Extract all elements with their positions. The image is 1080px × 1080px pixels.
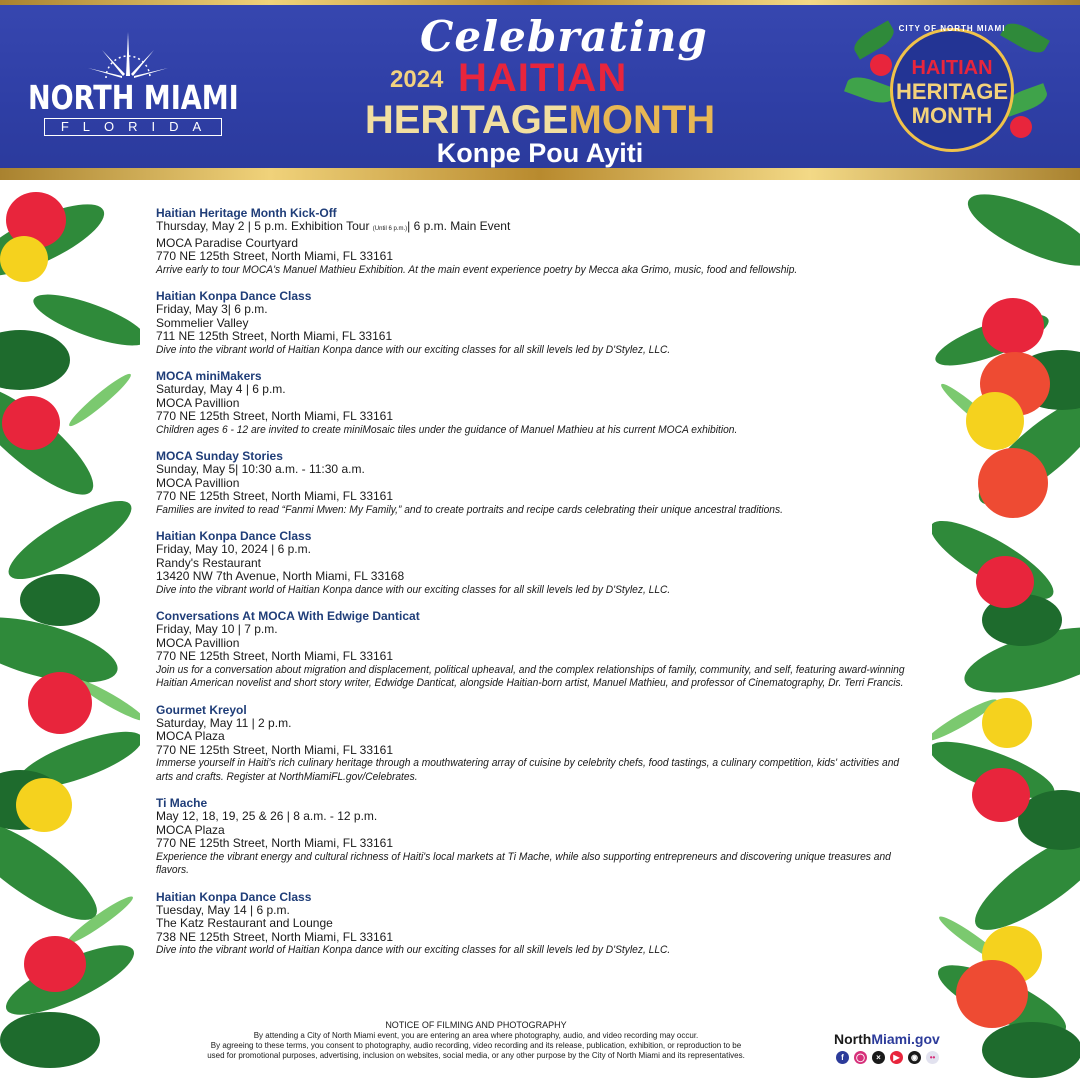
badge-text (890, 56, 1014, 128)
event-venue: Sommelier Valley (156, 315, 249, 330)
event-address: 738 NE 125th Street, North Miami, FL 33161 (156, 929, 394, 944)
title-celebrating: Celebrating (420, 12, 708, 61)
badge-line-2: HERITAGE (895, 79, 1009, 104)
social-links (836, 1051, 946, 1065)
badge-leaf-icon (844, 72, 896, 107)
event-sunday-stories (156, 449, 926, 517)
event-when (156, 220, 926, 237)
event-konpa-1 (156, 289, 926, 357)
event-title: MOCA Sunday Stories (156, 449, 283, 463)
event-venue: MOCA Pavillion (156, 635, 240, 650)
event-venue: MOCA Plaza (156, 822, 225, 837)
title-year: 2024 (390, 66, 444, 93)
hibiscus-red-icon (982, 298, 1044, 354)
notice-line: By attending a City of North Miami event, you are entering an area where photography, audio, and video recording may occur. (253, 1031, 699, 1040)
logo-wordmark: NORTH MIAMI (28, 78, 239, 117)
event-title: Haitian Konpa Dance Class (156, 289, 312, 303)
event-address: 770 NE 125th Street, North Miami, FL 33161 (156, 489, 394, 503)
youtube-icon[interactable]: ▶ (890, 1051, 903, 1064)
hibiscus-yellow-icon (16, 778, 72, 832)
event-description: Dive into the vibrant world of Haitian Konpa dance with our exciting classes for all skill levels led by D'Stylez, LLC. (156, 944, 671, 956)
event-address: 770 NE 125th Street, North Miami, FL 33161 (156, 249, 394, 263)
title-heritage-month (340, 98, 740, 143)
event-venue: MOCA Plaza (156, 729, 225, 743)
title-heritage: HERITAGE (364, 98, 569, 142)
event-kickoff (156, 206, 926, 277)
event-when: May 12, 18, 19, 25 & 26 | 8 a.m. - 12 p.m. (156, 809, 378, 823)
event-description: Join us for a conversation about migration and displacement, political upheaval, and the complex relationships of family, community, and self, featuring award-winning Haitian American novelist and short story writer, Edwidge Danticat, alongside Haitian-born artist, Manuel Mathieu, and professor of Cinematography, Dr. Terri Francis. (156, 663, 905, 689)
event-description: Experience the vibrant energy and cultural richness of Haiti's local markets at Ti Mache, while also supporting entrepreneurs and discovering unique treasures and flavors. (156, 850, 891, 876)
header-banner (0, 0, 1080, 176)
event-description: Dive into the vibrant world of Haitian Konpa dance with our exciting classes for all skill levels led by D'Stylez, LLC. (156, 343, 671, 356)
title-haitian: HAITIAN (458, 56, 628, 100)
event-list (156, 206, 926, 970)
filming-notice (150, 1020, 802, 1061)
event-minimakers (156, 369, 926, 437)
badge-hibiscus-icon (870, 54, 892, 76)
notice-title: NOTICE OF FILMING AND PHOTOGRAPHY (385, 1020, 567, 1030)
website-part-2: Miami.gov (871, 1031, 940, 1047)
event-title: MOCA miniMakers (156, 369, 262, 383)
facebook-icon[interactable]: f (836, 1051, 849, 1064)
hibiscus-red-icon (956, 960, 1028, 1028)
title-tagline: Konpe Pou Ayiti (436, 138, 644, 168)
hibiscus-yellow-icon (982, 698, 1032, 748)
event-address: 13420 NW 7th Avenue, North Miami, FL 33168 (156, 569, 405, 583)
event-venue: MOCA Pavillion (156, 475, 240, 490)
hibiscus-yellow-icon (0, 236, 48, 282)
event-konpa-2 (156, 529, 926, 597)
event-when: Friday, May 10 | 7 p.m. (156, 622, 278, 636)
event-when: Saturday, May 11 | 2 p.m. (156, 715, 292, 730)
flickr-icon[interactable]: •• (926, 1051, 939, 1064)
event-title: Ti Mache (156, 796, 208, 810)
event-venue: MOCA Pavillion (156, 395, 240, 410)
left-foliage (0, 180, 140, 1080)
website-link[interactable] (834, 1031, 946, 1047)
event-when: Sunday, May 5| 10:30 a.m. - 11:30 a.m. (156, 462, 365, 476)
event-when: Tuesday, May 14 | 6 p.m. (156, 902, 290, 917)
event-when: Friday, May 3| 6 p.m. (156, 302, 268, 316)
heritage-month-badge (842, 20, 1052, 160)
hibiscus-red-icon (972, 768, 1030, 822)
event-description: Dive into the vibrant world of Haitian Konpa dance with our exciting classes for all skill levels led by D'Stylez, LLC. (156, 583, 671, 596)
logo-sunburst-icon (88, 32, 168, 80)
event-address: 711 NE 125th Street, North Miami, FL 33161 (156, 329, 393, 343)
gold-border-top (0, 0, 1080, 5)
instagram-icon[interactable]: ◯ (854, 1051, 867, 1064)
event-venue: MOCA Paradise Courtyard (156, 235, 299, 250)
hibiscus-red-icon (978, 448, 1048, 518)
event-address: 770 NE 125th Street, North Miami, FL 33161 (156, 742, 394, 757)
badge-top-text: CITY OF NORTH MIAMI (898, 24, 1006, 33)
event-description: Arrive early to tour MOCA's Manuel Mathieu Exhibition. At the main event experience poetry by Mecca aka Grimo, music, food and fellowship. (156, 263, 798, 276)
hibiscus-red-icon (28, 672, 92, 734)
event-title: Haitian Heritage Month Kick-Off (156, 206, 337, 220)
event-when-tail: | 6 p.m. Main Event (407, 219, 511, 233)
gold-border-bottom (0, 168, 1080, 180)
event-title: Haitian Konpa Dance Class (156, 889, 312, 904)
title-block (340, 6, 740, 170)
event-description: Families are invited to read “Fanmi Mwen: My Family,” and to create portraits and recipe cards celebrating their unique ancestral traditions. (156, 503, 783, 516)
event-when: Friday, May 10, 2024 | 6 p.m. (156, 542, 311, 556)
event-gourmet-kreyol (156, 703, 926, 785)
title-month: MONTH (568, 98, 716, 142)
event-when-main: Thursday, May 2 | 5 p.m. Exhibition Tour (156, 219, 370, 233)
badge-line-1: HAITIAN (911, 57, 993, 79)
hibiscus-red-icon (2, 396, 60, 450)
notice-line: By agreeing to these terms, you consent to photography, audio recording, video recording and its release, publication, exhibition, or reproduction to be (210, 1041, 742, 1050)
hibiscus-red-icon (976, 556, 1034, 608)
event-ti-mache (156, 796, 926, 878)
right-foliage (932, 180, 1080, 1080)
event-title: Haitian Konpa Dance Class (156, 529, 312, 543)
event-conversations (156, 609, 926, 691)
event-venue: The Katz Restaurant and Lounge (156, 916, 333, 930)
hibiscus-yellow-icon (966, 392, 1024, 450)
event-when-note: (Until 6 p.m.) (372, 226, 408, 232)
badge-line-3: MONTH (911, 103, 993, 128)
event-address: 770 NE 125th Street, North Miami, FL 33161 (156, 836, 394, 850)
event-address: 770 NE 125th Street, North Miami, FL 33161 (156, 649, 394, 663)
event-title: Gourmet Kreyol (156, 702, 247, 717)
event-when: Saturday, May 4 | 6 p.m. (156, 382, 286, 396)
event-description: Children ages 6 - 12 are invited to create miniMosaic tiles under the guidance of Manuel Mathieu at his current MOCA exhibition. (156, 423, 738, 436)
x-icon[interactable]: × (872, 1051, 885, 1064)
logo-subtitle: FLORIDA (44, 118, 222, 136)
event-venue: Randy's Restaurant (156, 555, 262, 570)
event-address: 770 NE 125th Street, North Miami, FL 33161 (156, 409, 394, 423)
website-part-1: North (834, 1031, 872, 1047)
event-title: Conversations At MOCA With Edwige Danticat (156, 609, 420, 623)
event-konpa-3 (156, 890, 926, 958)
web-icon[interactable]: ◉ (908, 1051, 921, 1064)
notice-line: used for promotional purposes, advertising, inclusion on websites, social media, or any other purpose by the City of North Miami and its representatives. (207, 1051, 745, 1060)
event-description: Immerse yourself in Haiti's rich culinary heritage through a mouthwatering array of cuisine by celebrity chefs, food tastings, a culinary competition, kids' activities and arts and crafts. Register at NorthMiamiFL.gov/Celebrates. (156, 757, 900, 783)
hibiscus-red-icon (24, 936, 86, 992)
north-miami-logo (28, 32, 239, 136)
